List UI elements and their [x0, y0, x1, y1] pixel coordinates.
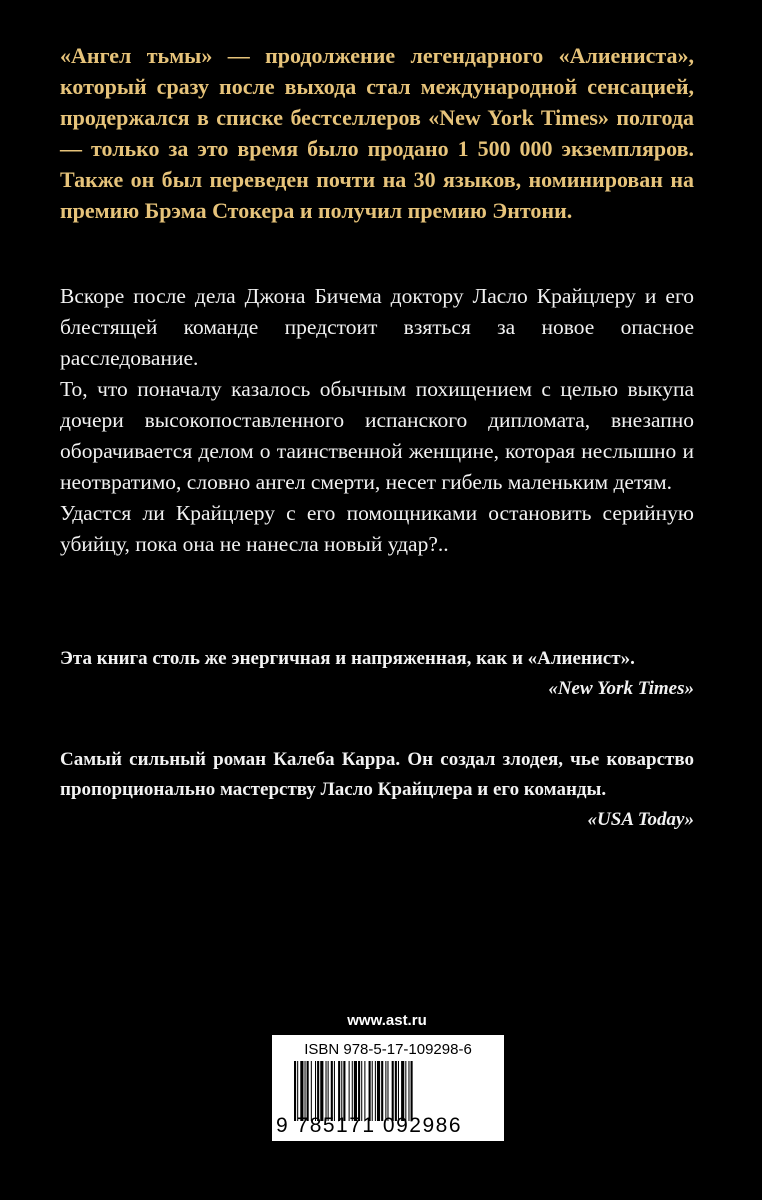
synopsis-paragraph-1: Вскоре после дела Джона Бичема доктору Ласло Крайцлеру и его блестящей команде предстоит взяться за новое опасное расследование.	[60, 284, 694, 370]
intro-section	[60, 40, 694, 226]
barcode-box	[272, 1035, 504, 1141]
synopsis-section	[60, 281, 694, 560]
isbn-label: ISBN 978-5-17-109298-6	[304, 1041, 472, 1058]
review-text: Самый сильный роман Калеба Карра. Он создал злодея, чье коварство пропорционально мастерству Ласло Крайцлера и его команды.	[60, 749, 694, 800]
review-text: Эта книга столь же энергичная и напряженная, как и «Алиенист».	[60, 648, 635, 669]
synopsis-paragraph-2: То, что поначалу казалось обычным похищением с целью выкупа дочери высокопоставленного испанского дипломата, внезапно оборачивается делом о таинственной женщине, которая неслышно и неотвратимо, словно ангел смерти, несет гибель маленьким детям.	[60, 377, 694, 494]
barcode-digits: 9 785171 092986	[276, 1114, 462, 1137]
review-2	[60, 745, 694, 835]
synopsis-paragraph-3: Удастся ли Крайцлеру с его помощниками остановить серийную убийцу, пока она не нанесла новый удар?..	[60, 501, 694, 556]
intro-paragraph: «Ангел тьмы» — продолжение легендарного «Алиениста», который сразу после выхода стал международной сенсацией, продержался в списке бестселлеров «New York Times» полгода — только за это время было продано 1 500 000 экземпляров. Также он был переведен почти на 30 языков, номинирован на премию Брэма Стокера и получил премию Энтони.	[60, 43, 694, 223]
publisher-url: www.ast.ru	[347, 1012, 427, 1029]
review-source: «USA Today»	[587, 809, 694, 830]
review-1	[60, 644, 694, 704]
barcode-icon	[294, 1061, 494, 1121]
review-source: «New York Times»	[548, 678, 694, 699]
